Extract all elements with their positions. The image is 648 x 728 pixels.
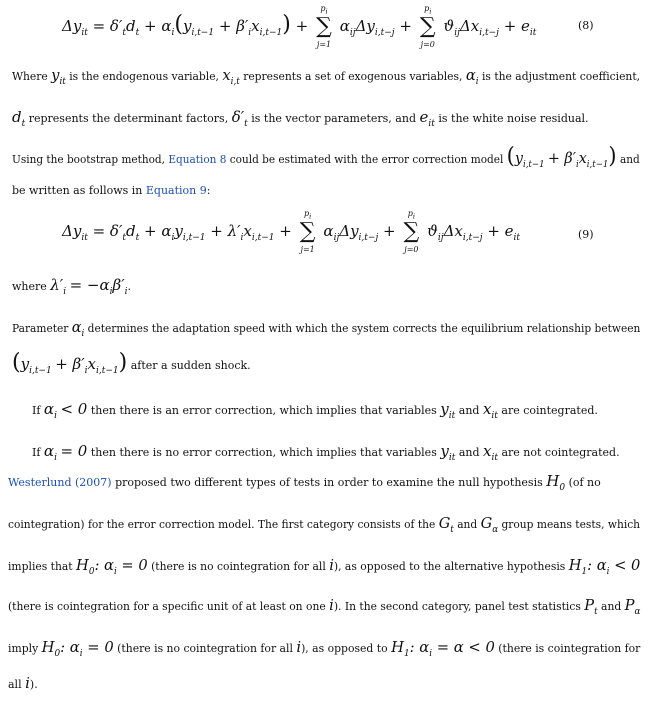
p7-eq4-sub: i <box>429 649 433 659</box>
paragraph-lambda-definition <box>12 278 131 299</box>
p4-beta <box>55 355 88 376</box>
eq8-sum1-top <box>313 4 335 16</box>
p1-d-sub: t <box>21 119 26 129</box>
p2-t2: could be estimated with the error correction model <box>229 153 504 166</box>
p3-lambda-sub: i <box>63 287 67 297</box>
eq8-sum2-bot: j=0 <box>420 40 435 49</box>
eq9-lambda-text: + λ′ <box>210 222 241 240</box>
eq9-term1-text: α <box>323 222 334 240</box>
p7-h0b <box>76 556 95 577</box>
p1-d <box>12 108 26 129</box>
eq8-term3-text: + e <box>503 17 530 35</box>
p7-pa-text: P <box>624 596 635 614</box>
p5-x-text: x <box>482 400 492 418</box>
eq8-d-sub: t <box>135 28 140 38</box>
p4-x-sub: i,t−1 <box>95 366 119 376</box>
p7-h1-text: H <box>568 556 582 574</box>
p7-l5b: (there is no cointegration for all <box>117 642 293 655</box>
p5-and: and <box>458 404 480 417</box>
eq8-sum2-top-sub: i <box>429 7 432 16</box>
p7-t1: proposed two different types of tests in order to examine the null hypothesis <box>115 476 543 489</box>
p2-t5: : <box>206 184 211 197</box>
equation-9 <box>62 209 521 254</box>
eq9-term1b-text: Δy <box>339 222 359 240</box>
p6-t1: then there is no error correction, which implies that variables <box>90 446 437 459</box>
p7-h0b-sub: 0 <box>88 567 95 577</box>
eq9-term3-text: + e <box>487 222 514 240</box>
p1-t1: is the endogenous variable, <box>69 70 219 83</box>
eq8-sum2-top <box>417 4 439 16</box>
p6-x <box>483 442 498 463</box>
p4-x-text: x <box>87 355 96 373</box>
p7-p-text: P <box>584 596 595 614</box>
eq8-yprev-sub: i,t−1 <box>191 28 215 38</box>
p1-y <box>51 66 66 87</box>
eq8-lhs-text: Δy <box>62 17 82 35</box>
eq9-sum1-top-sub: i <box>309 212 312 221</box>
paragraph-bootstrap-line2 <box>12 184 210 198</box>
p7-l5a: imply <box>8 642 39 655</box>
eq9-plus1: + <box>279 222 292 240</box>
p7-l5d: (there is cointegration for <box>498 642 641 655</box>
p7-h1-sub: 1 <box>581 567 588 577</box>
p1-y-sub: it <box>59 77 66 87</box>
equation-8-link[interactable]: Equation 8 <box>168 153 227 166</box>
p4-t2: determines the adaptation speed with which the system corrects the equilibrium relationship between <box>87 322 641 335</box>
p7-l4a: (there is cointegration for a specific unit of at least on one <box>8 600 326 613</box>
p3-beta <box>112 276 128 297</box>
paragraph-westerlund-line5 <box>8 640 640 661</box>
eq8-term2-sub: ij <box>454 28 460 38</box>
p4-t3: after a sudden shock. <box>130 359 251 372</box>
eq8-term3 <box>503 17 537 38</box>
p5-t2: are cointegrated. <box>501 404 598 417</box>
p2-beta <box>547 149 579 170</box>
eq9-lambda-sub: i <box>240 233 244 243</box>
eq9-term1 <box>323 222 379 243</box>
paragraph-westerlund-line3 <box>8 558 640 579</box>
paragraph-if-zero <box>32 444 620 465</box>
p7-i3: i <box>296 638 302 656</box>
paragraph-parameter-line2 <box>12 350 251 378</box>
eq9-d <box>126 222 140 243</box>
p5-y <box>440 400 456 421</box>
p1-e-text: e <box>419 108 429 126</box>
p7-i1: i <box>329 556 334 574</box>
eq9-term2-text: ϑ <box>427 222 438 240</box>
p1-alpha <box>465 66 479 87</box>
eq9-sum1-bot: j=1 <box>300 245 315 254</box>
p7-eq3-text: : α <box>60 638 80 656</box>
eq8-delta-text: = δ′ <box>92 17 123 35</box>
p7-eq3-sub: i <box>79 649 83 659</box>
eq8-term2b-sub: i,t−j <box>479 28 499 38</box>
eq8-xprev-text: x <box>251 17 260 35</box>
eq8-term2b-text: Δx <box>459 17 480 35</box>
eq8-term1-sub: ij <box>349 28 356 38</box>
eq8-sum2-top-text: p <box>424 4 430 13</box>
p7-eq1b: = 0 <box>121 556 148 574</box>
p7-eq1-sub: i <box>113 567 117 577</box>
p3-dot: . <box>127 280 131 293</box>
equation-8 <box>62 4 537 49</box>
p7-h0 <box>546 472 566 493</box>
eq8-sum1-top-text: p <box>320 4 326 13</box>
p7-h0c-sub: 0 <box>54 649 61 659</box>
paragraph-definitions-line2 <box>12 110 589 131</box>
p7-h1b-sub: 1 <box>403 649 410 659</box>
eq9-yprev-sub: i,t−1 <box>182 233 206 243</box>
eq9-sum2-top <box>400 209 422 221</box>
eq8-sum2 <box>417 4 439 49</box>
eq8-beta <box>218 17 252 38</box>
sigma-icon: ∑ <box>316 14 332 39</box>
p4-beta-text: + β′ <box>55 355 85 373</box>
p3-beta-sub: i <box>124 287 128 297</box>
eq9-term1b-sub: i,t−j <box>358 233 379 243</box>
p6-alpha-sub: i <box>54 453 57 463</box>
eq9-sum1 <box>297 209 319 254</box>
p1-t4: represents the determinant factors, <box>28 112 229 125</box>
p7-pa-sub: α <box>634 607 641 617</box>
p3-lambda <box>50 276 67 297</box>
p7-ga-sub: α <box>492 525 499 535</box>
p7-g-text: G <box>438 514 451 532</box>
p3-beta-text: β′ <box>112 276 125 294</box>
eq9-delta <box>92 222 126 243</box>
p4-alpha-text: α <box>71 318 82 336</box>
p6-cond: = 0 <box>60 442 88 460</box>
eq8-sum1-top-sub: i <box>325 7 328 16</box>
p4-beta-sub: i <box>84 366 88 376</box>
equation-8-number: (8) <box>578 19 594 32</box>
p5-if: If <box>32 404 41 417</box>
p2-paren-open: ( <box>506 144 515 169</box>
p1-alpha-sub: i <box>475 77 479 87</box>
eq9-lhs-text: Δy <box>62 222 82 240</box>
p4-x <box>87 355 119 376</box>
equation-9-link[interactable]: Equation 9 <box>145 184 207 197</box>
eq8-paren-close: ) <box>282 12 291 37</box>
eq9-term2 <box>427 222 483 243</box>
eq9-term2-sub: ij <box>437 233 444 243</box>
eq9-sum2-top-text: p <box>407 209 413 218</box>
eq8-beta-text: + β′ <box>218 17 249 35</box>
p7-ga <box>480 514 499 535</box>
p6-y-text: y <box>440 442 449 460</box>
eq8-delta-sub: t <box>122 28 126 38</box>
p5-x <box>482 400 498 421</box>
p7-l3c: ), as opposed to the alternative hypothesis <box>333 560 566 573</box>
p2-t1: Using the bootstrap method, <box>12 153 166 166</box>
p7-h1b <box>391 638 410 659</box>
p7-h0c-text: H <box>41 638 55 656</box>
eq8-term1b-text: Δy <box>355 17 375 35</box>
p7-h0b-text: H <box>76 556 89 574</box>
p3-eq <box>69 276 113 297</box>
paragraph-parameter-line1 <box>12 320 640 341</box>
p7-p <box>584 596 598 617</box>
p7-l2a: cointegration) for the error correction model. The first category consists of the <box>8 518 436 531</box>
p2-y-sub: i,t−1 <box>522 160 545 170</box>
p4-paren-close: ) <box>118 350 128 375</box>
eq8-xprev-sub: i,t−1 <box>259 28 283 38</box>
eq9-term2b-sub: i,t−j <box>462 233 483 243</box>
eq9-delta-sub: t <box>122 233 126 243</box>
sigma-icon: ∑ <box>403 219 420 244</box>
p3-lambda-text: λ′ <box>50 276 64 294</box>
p1-t3: is the adjustment coefficient, <box>481 70 641 83</box>
p7-eq2 <box>587 556 641 577</box>
eq8-yprev <box>182 17 215 38</box>
equation-9-number: (9) <box>578 228 594 241</box>
eq9-xprev <box>243 222 275 243</box>
eq8-lhs <box>62 17 88 38</box>
eq8-sum1-bot: j=1 <box>316 40 332 49</box>
eq8-xprev <box>251 17 283 38</box>
eq9-lhs-sub: it <box>81 233 88 243</box>
eq9-yprev <box>174 222 206 243</box>
p5-alpha-sub: i <box>54 411 57 421</box>
p7-l4b: ). In the second category, panel test statistics <box>333 600 581 613</box>
p7-h1b-text: H <box>391 638 404 656</box>
p6-alpha-text: α <box>43 442 55 460</box>
p1-alpha-text: α <box>465 66 476 84</box>
eq8-d-text: d <box>126 17 136 35</box>
p2-paren-close: ) <box>608 144 617 169</box>
p5-t1: then there is an error correction, which implies that variables <box>90 404 437 417</box>
p5-x-sub: it <box>491 411 498 421</box>
p6-x-sub: it <box>491 453 498 463</box>
p6-t2: are not cointegrated. <box>501 446 620 459</box>
p4-y <box>20 355 52 376</box>
p4-alpha-sub: i <box>81 329 85 339</box>
p7-eq2-sub: i <box>606 567 610 577</box>
p1-e-sub: it <box>428 119 435 129</box>
p7-g <box>438 514 454 535</box>
eq8-yprev-text: y <box>182 17 192 35</box>
p7-l6b: ). <box>29 678 38 691</box>
eq8-plus2: + <box>399 17 412 35</box>
p7-and2: and <box>601 600 622 613</box>
eq9-sum1-top <box>297 209 319 221</box>
p1-delta-sub: t <box>244 119 248 129</box>
p2-y <box>514 149 545 170</box>
p1-x-sub: i,t <box>230 77 240 87</box>
eq9-delta-text: = δ′ <box>92 222 123 240</box>
paragraph-westerlund-line6 <box>8 676 38 692</box>
p7-i4: i <box>25 674 30 692</box>
p6-if: If <box>32 446 41 459</box>
eq9-alpha <box>144 222 175 243</box>
eq8-beta-sub: i <box>248 28 252 38</box>
westerlund-2007-link[interactable]: Westerlund (2007) <box>8 476 112 489</box>
p4-y-text: y <box>20 355 30 373</box>
p7-pa <box>624 596 641 617</box>
p7-ga-text: G <box>480 514 493 532</box>
p7-h0-text: H <box>546 472 560 490</box>
eq9-sum1-top-text: p <box>304 209 310 218</box>
eq8-term3-sub: it <box>529 28 537 38</box>
p1-delta <box>231 108 248 129</box>
sigma-icon: ∑ <box>419 14 436 39</box>
eq8-paren-open: ( <box>174 12 183 37</box>
p1-x <box>222 66 240 87</box>
p6-x-text: x <box>483 442 492 460</box>
p7-l3b: (there is no cointegration for all <box>151 560 326 573</box>
p2-x <box>578 149 609 170</box>
p7-p-sub: t <box>594 607 598 617</box>
eq9-plus2: + <box>383 222 396 240</box>
p5-alpha-text: α <box>43 400 55 418</box>
eq9-lambda <box>210 222 244 243</box>
p1-y-text: y <box>51 66 60 84</box>
p2-beta-text: + β′ <box>547 149 576 167</box>
p5-y-text: y <box>440 400 449 418</box>
p7-l6a: all <box>8 678 22 691</box>
p7-eq4b: = α < 0 <box>436 638 495 656</box>
p7-eq1 <box>94 556 148 577</box>
p7-eq3 <box>60 638 114 659</box>
p7-eq4 <box>409 638 495 659</box>
p4-t1: Parameter <box>12 322 69 335</box>
paragraph-westerlund-line1 <box>8 474 601 495</box>
p1-x-text: x <box>222 66 231 84</box>
p7-eq4-text: : α <box>409 638 430 656</box>
p4-paren-open: ( <box>12 350 21 375</box>
p7-l3a: implies that <box>8 560 73 573</box>
eq9-term3 <box>487 222 521 243</box>
p7-l2b: group means tests, which <box>501 518 641 531</box>
p7-eq2-text: : α <box>587 556 607 574</box>
paragraph-bootstrap-line1 <box>12 144 640 172</box>
p7-eq3b: = 0 <box>87 638 114 656</box>
eq8-plus1: + <box>295 17 309 35</box>
p5-y-sub: it <box>448 411 456 421</box>
p4-alpha <box>71 318 85 339</box>
eq9-alpha-sub: i <box>171 233 175 243</box>
paragraph-definitions-line1 <box>12 68 640 89</box>
p4-y-sub: i,t−1 <box>29 366 52 376</box>
p3-eq-sub: i <box>109 287 113 297</box>
eq8-term2 <box>443 17 499 38</box>
eq8-d <box>126 17 140 38</box>
p2-t4: be written as follows in <box>12 184 143 197</box>
p2-x-text: x <box>578 149 587 167</box>
eq8-term1b-sub: i,t−j <box>374 28 395 38</box>
p1-delta-text: δ′ <box>231 108 245 126</box>
p6-y <box>440 442 456 463</box>
eq9-sum2-bot: j=0 <box>404 245 419 254</box>
eq9-sum2 <box>400 209 422 254</box>
eq9-term2b-text: Δx <box>443 222 463 240</box>
p5-alpha <box>43 400 57 421</box>
eq9-yprev-text: y <box>174 222 183 240</box>
p7-h0c <box>41 638 61 659</box>
eq8-term1-text: α <box>339 17 350 35</box>
p2-y-text: y <box>514 149 523 167</box>
eq9-xprev-text: x <box>243 222 252 240</box>
eq9-term3-sub: it <box>513 233 521 243</box>
eq9-sum2-top-sub: i <box>412 212 415 221</box>
p1-e <box>419 108 435 129</box>
eq9-xprev-sub: i,t−1 <box>251 233 275 243</box>
p1-t2: represents a set of exogenous variables, <box>243 70 463 83</box>
sigma-icon: ∑ <box>299 219 316 244</box>
p3-eq-text: = −α <box>69 276 110 294</box>
p2-beta-sub: i <box>575 160 579 170</box>
p6-and: and <box>458 446 480 459</box>
paragraph-if-negative <box>32 402 598 423</box>
eq9-d-sub: t <box>135 233 140 243</box>
p7-g-sub: t <box>450 525 454 535</box>
eq8-lhs-sub: it <box>81 28 88 38</box>
eq8-alpha <box>144 17 175 38</box>
p7-t2: (of no <box>568 476 601 489</box>
p6-y-sub: it <box>448 453 456 463</box>
p7-h0-sub: 0 <box>559 483 566 493</box>
eq8-term2-text: ϑ <box>443 17 455 35</box>
eq8-delta <box>92 17 126 38</box>
p7-h1 <box>568 556 588 577</box>
eq9-alpha-text: + α <box>144 222 172 240</box>
eq9-d-text: d <box>126 222 136 240</box>
p6-alpha <box>43 442 57 463</box>
p1-d-text: d <box>12 108 22 126</box>
p3-where: where <box>12 280 47 293</box>
p1-t6: is the white noise residual. <box>438 112 589 125</box>
paragraph-westerlund-line2 <box>8 516 640 537</box>
eq9-term1-sub: ij <box>333 233 340 243</box>
eq8-sum1 <box>313 4 335 49</box>
eq8-alpha-text: + α <box>144 17 172 35</box>
eq8-alpha-sub: i <box>171 28 175 38</box>
p7-eq2b: < 0 <box>614 556 641 574</box>
p1-where: Where <box>12 70 48 83</box>
eq9-lhs <box>62 222 88 243</box>
p7-eq1-text: : α <box>94 556 114 574</box>
paragraph-westerlund-line4 <box>8 598 640 619</box>
p1-t5: is the vector parameters, and <box>251 112 416 125</box>
p5-cond: < 0 <box>60 400 88 418</box>
p2-x-sub: i,t−1 <box>586 160 609 170</box>
eq8-term1 <box>339 17 395 38</box>
p2-t3: and <box>619 153 640 166</box>
p7-l5c: ), as opposed to <box>301 642 388 655</box>
p7-and: and <box>457 518 478 531</box>
p7-i2: i <box>329 596 334 614</box>
